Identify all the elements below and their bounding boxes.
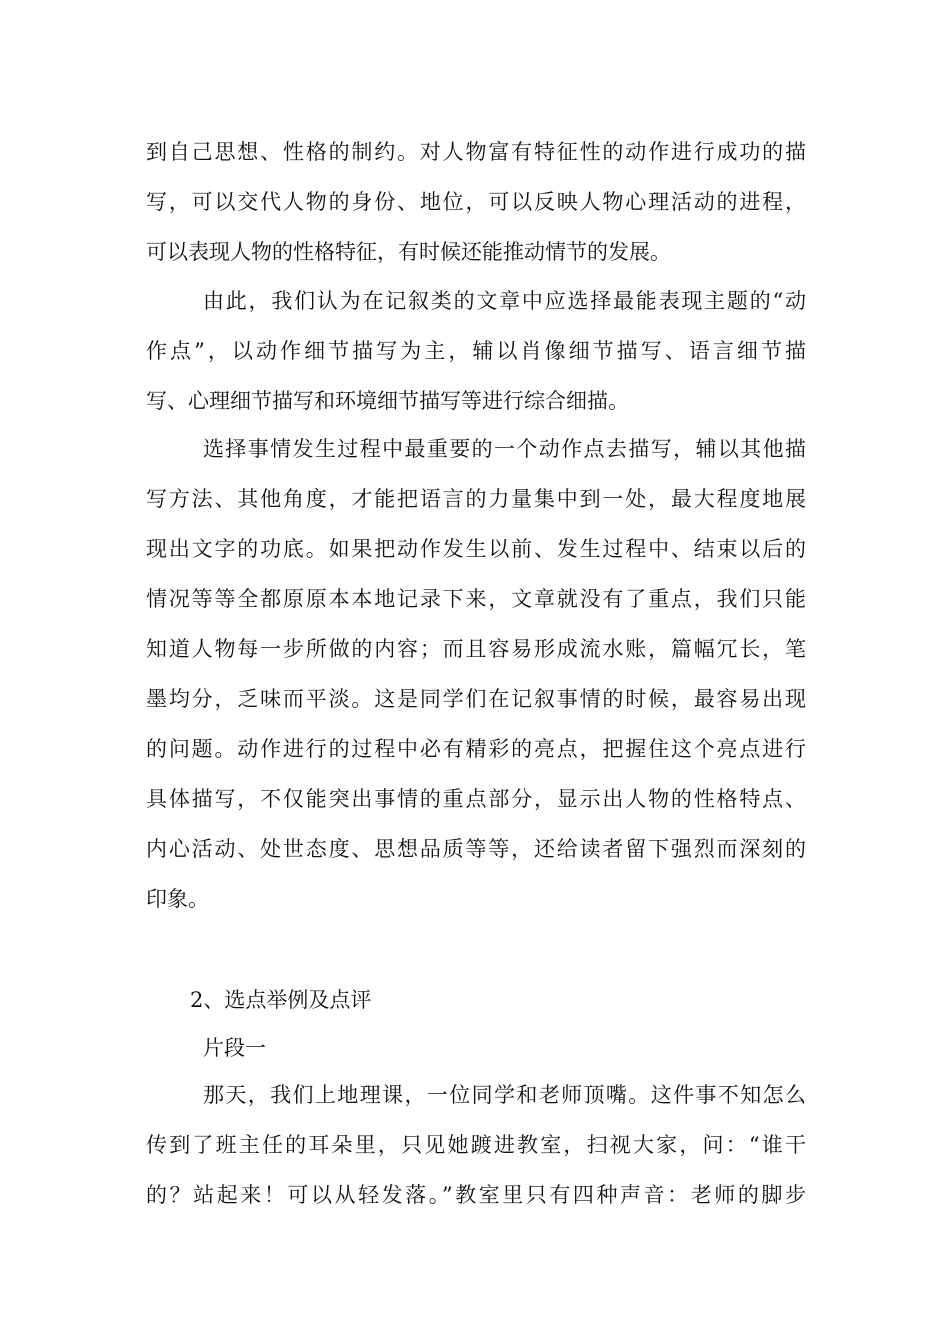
paragraph-choose-action-point	[146, 424, 806, 924]
text-line: 作点”，以动作细节描写为主，辅以肖像细节描写、语言细节描	[146, 339, 806, 363]
text-line: 写方法、其他角度，才能把语言的力量集中到一处，最大程度地展	[146, 487, 806, 511]
text-line: 由此，我们认为在记叙类的文章中应选择最能表现主题的“动	[203, 289, 806, 313]
text-line: 内心活动、处世态度、思想品质等等，还给读者留下强烈而深刻的	[146, 837, 806, 861]
text-line: 情况等等全都原原本本地记录下来，文章就没有了重点，我们只能	[146, 587, 806, 611]
text-line: 的？站起来！可以从轻发落。”教室里只有四种声音：老师的脚步	[146, 1183, 806, 1207]
paragraph-action-description	[146, 127, 806, 277]
text-line: 知道人物每一步所做的内容；而且容易形成流水账，篇幅冗长，笔	[146, 637, 806, 661]
text-line: 到自己思想、性格的制约。对人物富有特征性的动作进行成功的描	[146, 140, 806, 164]
text-line: 印象。	[146, 887, 209, 911]
text-line: 具体描写，不仅能突出事情的重点部分，显示出人物的性格特点、	[146, 787, 806, 811]
text-line: 墨均分，乏味而平淡。这是同学们在记叙事情的时候，最容易出现	[146, 687, 806, 711]
text-line: 可以表现人物的性格特征，有时候还能推动情节的发展。	[146, 240, 671, 264]
fragment-title: 片段一	[203, 1036, 266, 1060]
paragraph-conclusion	[146, 276, 806, 426]
text-line: 写、心理细节描写和环境细节描写等进行综合细描。	[146, 389, 629, 413]
text-line: 的问题。动作进行的过程中必有精彩的亮点，把握住这个亮点进行	[146, 737, 806, 761]
text-line: 现出文字的功底。如果把动作发生以前、发生过程中、结束以后的	[146, 537, 806, 561]
text-line: 写，可以交代人物的身份、地位，可以反映人物心理活动的进程，	[146, 190, 806, 214]
text-line: 选择事情发生过程中最重要的一个动作点去描写，辅以其他描	[203, 437, 806, 461]
text-line: 那天，我们上地理课，一位同学和老师顶嘴。这件事不知怎么	[203, 1083, 806, 1107]
section-heading: 2、选点举例及点评	[190, 988, 372, 1012]
text-line: 传到了班主任的耳朵里，只见她踱进教室，扫视大家，问：“谁干	[146, 1133, 806, 1157]
paragraph-fragment-one	[146, 1070, 806, 1220]
